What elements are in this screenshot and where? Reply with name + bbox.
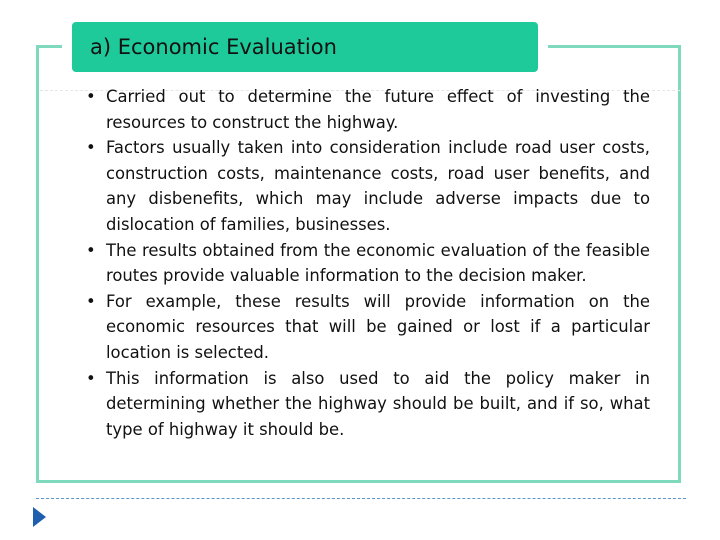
bullet-text: The results obtained from the economic evaluation of the feasible routes provide valuable information to the decision maker. <box>106 240 650 286</box>
bullet-marker: • <box>86 138 96 158</box>
bullet-marker: • <box>86 368 96 388</box>
triangle-right-icon <box>33 507 46 527</box>
bullet-marker: • <box>86 87 96 106</box>
bullet-item <box>84 84 650 135</box>
bullet-text: Factors usually taken into consideration include road user costs, construction costs, maintenance costs, road user benefits, and any disbenefits, which may include adverse impacts due to dislocation of families, businesses. <box>106 138 650 234</box>
bullet-item <box>84 135 650 237</box>
footer-divider <box>36 498 686 499</box>
bullet-item <box>84 289 650 366</box>
bullet-marker: • <box>86 240 96 260</box>
bullet-text: For example, these results will provide information on the economic resources that will be gained or lost if a particular location is selected. <box>106 291 650 362</box>
bullet-list <box>84 84 650 442</box>
bullet-text: This information is also used to aid the policy maker in determining whether the highway should be built, and if so, what type of highway it should be. <box>106 368 650 439</box>
slide-title: a) Economic Evaluation <box>90 35 337 59</box>
bullet-text: Carried out to determine the future effect of investing the resources to construct the highway. <box>106 87 650 132</box>
title-banner <box>72 22 538 72</box>
bullet-marker: • <box>86 291 96 311</box>
bullet-item <box>84 366 650 443</box>
bullet-item <box>84 238 650 289</box>
